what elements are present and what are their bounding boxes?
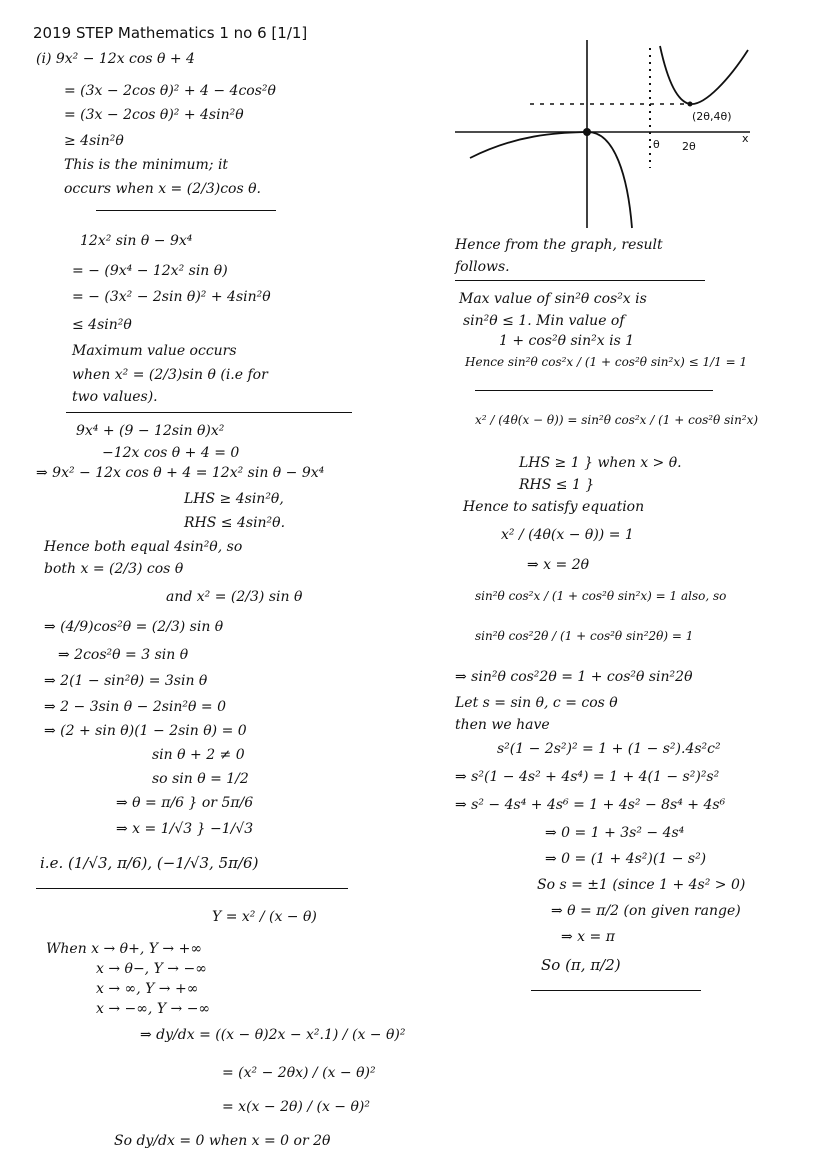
section-divider (455, 280, 705, 281)
solution-line: so sin θ = 1/2 (152, 771, 249, 787)
solution-line: ≤ 4sin²θ (72, 317, 132, 333)
solution-line: ⇒ 2cos²θ = 3 sin θ (58, 647, 189, 663)
solution-line: sin θ + 2 ≠ 0 (152, 747, 245, 763)
solution-line: sin²θ cos²2θ / (1 + cos²θ sin²2θ) = 1 (475, 629, 694, 643)
solution-line: ⇒ (4/9)cos²θ = (2/3) sin θ (44, 619, 224, 635)
x-axis-label: x (742, 132, 749, 145)
solution-line: two values). (72, 389, 158, 405)
solution-line: x → ∞, Y → +∞ (96, 981, 199, 997)
solution-line: ⇒ 2 − 3sin θ − 2sin²θ = 0 (44, 699, 226, 715)
solution-line: both x = (2/3) cos θ (44, 561, 184, 577)
section-divider (96, 210, 276, 211)
left-branch-curve (470, 132, 632, 228)
right-branch-curve (660, 46, 748, 104)
solution-line: = (3x − 2cos θ)² + 4sin²θ (64, 107, 244, 123)
section-divider (66, 412, 352, 413)
two-theta-tick-label: 2θ (682, 140, 696, 153)
solution-line: Hence sin²θ cos²x / (1 + cos²θ sin²x) ≤ 1/1 = 1 (465, 355, 748, 369)
solution-line: when x² = (2/3)sin θ (i.e for (72, 367, 268, 383)
solution-line: ≥ 4sin²θ (64, 133, 124, 149)
solution-line: = (x² − 2θx) / (x − θ)² (222, 1065, 376, 1081)
solution-line: Max value of sin²θ cos²x is (459, 291, 647, 307)
section-divider (475, 390, 713, 391)
minimum-point (688, 102, 693, 107)
solution-line: ⇒ 2(1 − sin²θ) = 3sin θ (44, 673, 208, 689)
section-divider (36, 888, 348, 889)
solution-line: x → −∞, Y → −∞ (96, 1001, 211, 1017)
solution-line: Hence both equal 4sin²θ, so (44, 539, 243, 555)
origin-point (583, 128, 591, 136)
solution-line: ⇒ sin²θ cos²2θ = 1 + cos²θ sin²2θ (455, 669, 693, 685)
solution-line: When x → θ+, Y → +∞ (46, 941, 203, 957)
solution-line: LHS ≥ 1 } when x > θ. (519, 455, 682, 471)
solution-line: sin²θ ≤ 1. Min value of (463, 313, 625, 329)
solution-line: and x² = (2/3) sin θ (166, 589, 303, 605)
solution-line: sin²θ cos²x / (1 + cos²θ sin²x) = 1 also, so (475, 589, 727, 603)
solution-line: = − (9x⁴ − 12x² sin θ) (72, 263, 228, 279)
theta-tick-label: θ (653, 138, 660, 151)
solution-line: ⇒ 0 = (1 + 4s²)(1 − s²) (545, 851, 707, 867)
solution-line: occurs when x = (2/3)cos θ. (64, 181, 261, 197)
solution-line: Y = x² / (x − θ) (212, 909, 317, 925)
solution-line: ⇒ θ = π/6 } or 5π/6 (116, 795, 254, 811)
solution-line: 9x⁴ + (9 − 12sin θ)x² (76, 423, 225, 439)
solution-line: ⇒ s² − 4s⁴ + 4s⁶ = 1 + 4s² − 8s⁴ + 4s⁶ (455, 797, 726, 813)
solution-line: Hence to satisfy equation (463, 499, 645, 515)
solution-line: follows. (455, 259, 510, 275)
page-title: 2019 STEP Mathematics 1 no 6 [1/1] (33, 24, 308, 42)
solution-line: Let s = sin θ, c = cos θ (455, 695, 618, 711)
solution-line: LHS ≥ 4sin²θ, (184, 491, 284, 507)
solution-line: ⇒ x = π (561, 929, 615, 945)
solution-line: 12x² sin θ − 9x⁴ (80, 233, 193, 249)
solution-line: 1 + cos²θ sin²x is 1 (499, 333, 635, 349)
minimum-point-label: (2θ,4θ) (692, 110, 732, 123)
solution-line: = x(x − 2θ) / (x − θ)² (222, 1099, 370, 1115)
solution-line: i.e. (1/√3, π/6), (−1/√3, 5π/6) (40, 854, 259, 872)
solution-line: ⇒ 9x² − 12x cos θ + 4 = 12x² sin θ − 9x⁴ (36, 465, 325, 481)
solution-line: ⇒ s²(1 − 4s² + 4s⁴) = 1 + 4(1 − s²)²s² (455, 769, 720, 785)
solution-line: x² / (4θ(x − θ)) = 1 (501, 527, 634, 543)
solution-line: (i) 9x² − 12x cos θ + 4 (36, 51, 195, 67)
solution-line: ⇒ 0 = 1 + 3s² − 4s⁴ (545, 825, 685, 841)
solution-line: ⇒ dy/dx = ((x − θ)2x − x².1) / (x − θ)² (140, 1027, 406, 1043)
solution-line: s²(1 − 2s²)² = 1 + (1 − s²).4s²c² (497, 741, 721, 757)
solution-line: ⇒ x = 1/√3 } −1/√3 (116, 821, 254, 837)
solution-line: x → θ−, Y → −∞ (96, 961, 207, 977)
solution-line: x² / (4θ(x − θ)) = sin²θ cos²x / (1 + cos²θ sin²x) (475, 413, 759, 427)
section-divider (531, 990, 701, 991)
solution-line: RHS ≤ 4sin²θ. (184, 515, 286, 531)
solution-line: = (3x − 2cos θ)² + 4 − 4cos²θ (64, 83, 276, 99)
solution-line: This is the minimum; it (64, 157, 229, 173)
solution-line: RHS ≤ 1 } (519, 477, 595, 493)
solution-line: = − (3x² − 2sin θ)² + 4sin²θ (72, 289, 271, 305)
solution-line: Maximum value occurs (72, 343, 237, 359)
solution-line: So (π, π/2) (541, 956, 621, 974)
solution-line: ⇒ (2 + sin θ)(1 − 2sin θ) = 0 (44, 723, 247, 739)
solution-line: then we have (455, 717, 550, 733)
solution-line: ⇒ θ = π/2 (on given range) (551, 903, 741, 919)
solution-line: Hence from the graph, result (455, 237, 663, 253)
solution-line: So s = ±1 (since 1 + 4s² > 0) (537, 877, 746, 893)
solution-line: −12x cos θ + 4 = 0 (102, 445, 240, 461)
solution-line: ⇒ x = 2θ (527, 557, 590, 573)
graph-sketch (450, 38, 760, 233)
solution-line: So dy/dx = 0 when x = 0 or 2θ (114, 1133, 331, 1149)
